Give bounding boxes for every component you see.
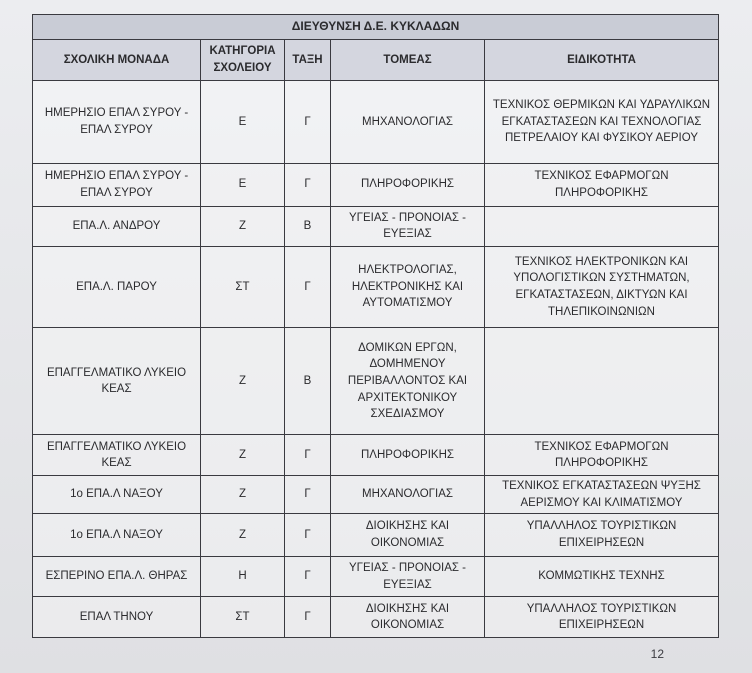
table-title-row xyxy=(33,15,719,40)
cell-specialty: ΥΠΑΛΛΗΛΟΣ ΤΟΥΡΙΣΤΙΚΩΝ ΕΠΙΧΕΙΡΗΣΕΩΝ xyxy=(485,514,719,557)
table-row xyxy=(33,514,719,557)
cell-specialty: ΤΕΧΝΙΚΟΣ ΕΦΑΡΜΟΓΩΝ ΠΛΗΡΟΦΟΡΙΚΗΣ xyxy=(485,435,719,476)
column-header-school-unit: ΣΧΟΛΙΚΗ ΜΟΝΑΔΑ xyxy=(33,40,201,81)
table-row xyxy=(33,81,719,164)
cell-sector: ΥΓΕΙΑΣ - ΠΡΟΝΟΙΑΣ - ΕΥΕΞΙΑΣ xyxy=(331,206,485,247)
column-header-school-category: ΚΑΤΗΓΟΡΙΑ ΣΧΟΛΕΙΟΥ xyxy=(201,40,285,81)
cell-school-category: Ζ xyxy=(201,435,285,476)
cell-class: Γ xyxy=(285,556,331,597)
cell-specialty: ΚΟΜΜΩΤΙΚΗΣ ΤΕΧΝΗΣ xyxy=(485,556,719,597)
cell-school-category: Ε xyxy=(201,164,285,207)
cell-sector: ΔΙΟΙΚΗΣΗΣ ΚΑΙ ΟΙΚΟΝΟΜΙΑΣ xyxy=(331,597,485,638)
cell-sector: ΠΛΗΡΟΦΟΡΙΚΗΣ xyxy=(331,435,485,476)
cell-sector: ΗΛΕΚΤΡΟΛΟΓΙΑΣ, ΗΛΕΚΤΡΟΝΙΚΗΣ ΚΑΙ ΑΥΤΟΜΑΤΙΣΜΟΥ xyxy=(331,247,485,328)
cell-class: Γ xyxy=(285,435,331,476)
table-header-row xyxy=(33,40,719,81)
table-row xyxy=(33,597,719,638)
cell-class: Γ xyxy=(285,164,331,207)
cell-class: Γ xyxy=(285,514,331,557)
cell-specialty: ΤΕΧΝΙΚΟΣ ΘΕΡΜΙΚΩΝ ΚΑΙ ΥΔΡΑΥΛΙΚΩΝ ΕΓΚΑΤΑΣΤΑΣΕΩΝ ΚΑΙ ΤΕΧΝΟΛΟΓΙΑΣ ΠΕΤΡΕΛΑΙΟΥ ΚΑΙ ΦΥΣΙΚΟΥ ΑΕΡΙΟΥ xyxy=(485,81,719,164)
cell-school-category: ΣΤ xyxy=(201,247,285,328)
cell-class: Β xyxy=(285,328,331,435)
cell-school-unit: ΕΠΑΓΓΕΛΜΑΤΙΚΟ ΛΥΚΕΙΟ ΚΕΑΣ xyxy=(33,435,201,476)
cell-school-unit: ΕΠΑ.Λ. ΠΑΡΟΥ xyxy=(33,247,201,328)
cell-school-unit: ΕΠΑ.Λ. ΑΝΔΡΟΥ xyxy=(33,206,201,247)
cell-school-category: Ζ xyxy=(201,475,285,513)
cell-school-category: Ζ xyxy=(201,514,285,557)
cell-sector: ΜΗΧΑΝΟΛΟΓΙΑΣ xyxy=(331,81,485,164)
cell-specialty xyxy=(485,206,719,247)
table-body xyxy=(33,81,719,638)
column-header-sector: ΤΟΜΕΑΣ xyxy=(331,40,485,81)
cell-sector: ΥΓΕΙΑΣ - ΠΡΟΝΟΙΑΣ - ΕΥΕΞΙΑΣ xyxy=(331,556,485,597)
cell-school-unit: ΗΜΕΡΗΣΙΟ ΕΠΑΛ ΣΥΡΟΥ - ΕΠΑΛ ΣΥΡΟΥ xyxy=(33,81,201,164)
cell-sector: ΔΟΜΙΚΩΝ ΕΡΓΩΝ, ΔΟΜΗΜΕΝΟΥ ΠΕΡΙΒΑΛΛΟΝΤΟΣ ΚΑΙ ΑΡΧΙΤΕΚΤΟΝΙΚΟΥ ΣΧΕΔΙΑΣΜΟΥ xyxy=(331,328,485,435)
cell-school-unit: ΕΣΠΕΡΙΝΟ ΕΠΑ.Λ. ΘΗΡΑΣ xyxy=(33,556,201,597)
cell-class: Γ xyxy=(285,247,331,328)
column-header-class: ΤΑΞΗ xyxy=(285,40,331,81)
column-header-specialty: ΕΙΔΙΚΟΤΗΤΑ xyxy=(485,40,719,81)
cell-school-unit: 1ο ΕΠΑ.Λ ΝΑΞΟΥ xyxy=(33,514,201,557)
page-number: 12 xyxy=(650,647,664,661)
schools-table xyxy=(32,14,719,638)
table-title: ΔΙΕΥΘΥΝΣΗ Δ.Ε. ΚΥΚΛΑΔΩΝ xyxy=(33,15,719,40)
cell-sector: ΜΗΧΑΝΟΛΟΓΙΑΣ xyxy=(331,475,485,513)
table-row xyxy=(33,556,719,597)
cell-school-category: Ζ xyxy=(201,328,285,435)
cell-class: Γ xyxy=(285,597,331,638)
table-row xyxy=(33,247,719,328)
cell-specialty: ΤΕΧΝΙΚΟΣ ΗΛΕΚΤΡΟΝΙΚΩΝ ΚΑΙ ΥΠΟΛΟΓΙΣΤΙΚΩΝ ΣΥΣΤΗΜΑΤΩΝ, ΕΓΚΑΤΑΣΤΑΣΕΩΝ, ΔΙΚΤΥΩΝ ΚΑΙ ΤΗΛΕΠΙΚΟΙΝΩΝΙΩΝ xyxy=(485,247,719,328)
cell-school-category: ΣΤ xyxy=(201,597,285,638)
cell-class: Γ xyxy=(285,81,331,164)
cell-class: Γ xyxy=(285,475,331,513)
cell-school-unit: 1ο ΕΠΑ.Λ ΝΑΞΟΥ xyxy=(33,475,201,513)
cell-specialty: ΤΕΧΝΙΚΟΣ ΕΦΑΡΜΟΓΩΝ ΠΛΗΡΟΦΟΡΙΚΗΣ xyxy=(485,164,719,207)
table-row xyxy=(33,164,719,207)
cell-school-unit: ΕΠΑΓΓΕΛΜΑΤΙΚΟ ΛΥΚΕΙΟ ΚΕΑΣ xyxy=(33,328,201,435)
cell-specialty xyxy=(485,328,719,435)
table-row xyxy=(33,206,719,247)
cell-specialty: ΥΠΑΛΛΗΛΟΣ ΤΟΥΡΙΣΤΙΚΩΝ ΕΠΙΧΕΙΡΗΣΕΩΝ xyxy=(485,597,719,638)
table-row xyxy=(33,475,719,513)
table-row xyxy=(33,328,719,435)
table-row xyxy=(33,435,719,476)
cell-school-unit: ΗΜΕΡΗΣΙΟ ΕΠΑΛ ΣΥΡΟΥ - ΕΠΑΛ ΣΥΡΟΥ xyxy=(33,164,201,207)
cell-school-category: Ε xyxy=(201,81,285,164)
cell-school-category: Ζ xyxy=(201,206,285,247)
cell-class: Β xyxy=(285,206,331,247)
cell-school-unit: ΕΠΑΛ ΤΗΝΟΥ xyxy=(33,597,201,638)
cell-sector: ΠΛΗΡΟΦΟΡΙΚΗΣ xyxy=(331,164,485,207)
cell-sector: ΔΙΟΙΚΗΣΗΣ ΚΑΙ ΟΙΚΟΝΟΜΙΑΣ xyxy=(331,514,485,557)
cell-school-category: Η xyxy=(201,556,285,597)
cell-specialty: ΤΕΧΝΙΚΟΣ ΕΓΚΑΤΑΣΤΑΣΕΩΝ ΨΥΞΗΣ ΑΕΡΙΣΜΟΥ ΚΑΙ ΚΛΙΜΑΤΙΣΜΟΥ xyxy=(485,475,719,513)
